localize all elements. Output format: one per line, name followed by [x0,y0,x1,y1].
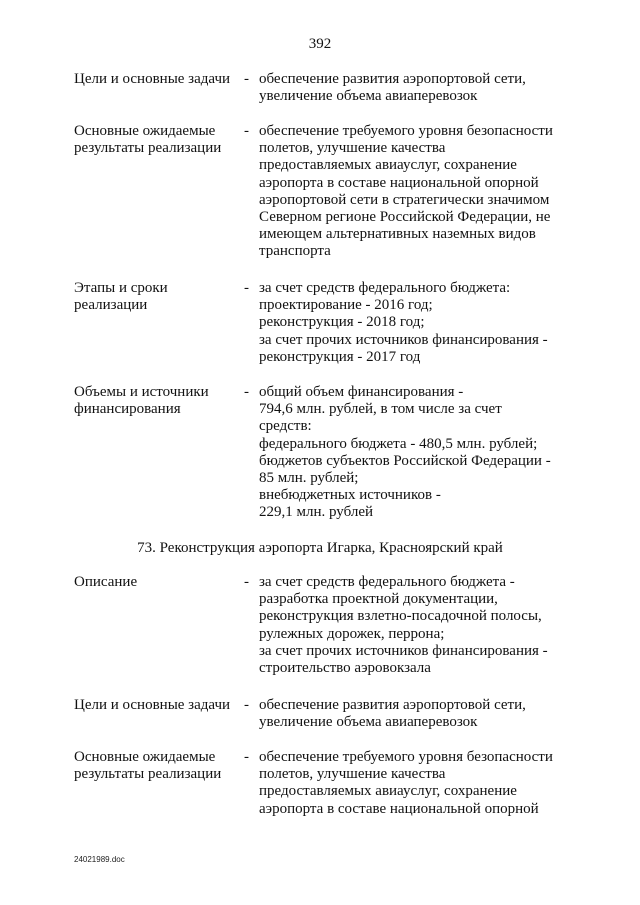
page-number: 392 [308,36,332,52]
row-dash: - [244,697,249,713]
row-label: Основные ожидаемые результаты реализации [74,749,222,783]
row-label: Цели и основные задачи [74,697,231,713]
row-value: обеспечение требуемого уровня безопасности полетов, улучшение качества предоставляемых авиауслуг, сохранение аэропорта в составе национальной опорной аэропортовой сети в стратегически значимом Северном регионе Российской Федерации, не имеющем альтернативных наземных видов транспорта [259,123,553,260]
row-value: обеспечение развития аэропортовой сети, увеличение объема авиаперевозок [259,697,526,731]
row-dash: - [244,384,249,400]
row-value: за счет средств федерального бюджета: проектирование - 2016 год; реконструкция - 2018 год; за счет прочих источников финансирования - реконструкция - 2017 год [259,280,548,365]
row-dash: - [244,574,249,590]
row-value: обеспечение развития аэропортовой сети, увеличение объема авиаперевозок [259,71,526,105]
row-label: Этапы и сроки реализации [74,280,168,314]
row-label: Основные ожидаемые результаты реализации [74,123,222,157]
document-filename: 24021989.doc [74,855,125,864]
row-value: за счет средств федерального бюджета - разработка проектной документации, реконструкция взлетно-посадочной полосы, рулежных дорожек, перрона; за счет прочих источников финансирования - строительство аэровокзала [259,574,548,677]
row-label: Цели и основные задачи [74,71,231,87]
row-value: общий объем финансирования - 794,6 млн. рублей, в том числе за счет средств: федерального бюджета - 480,5 млн. рублей; бюджетов субъектов Российской Федерации - 85 млн. рублей; внебюджетных источников - 229,1 млн. рублей [259,384,551,521]
row-dash: - [244,280,249,296]
row-dash: - [244,123,249,139]
row-label: Описание [74,574,138,590]
row-dash: - [244,71,249,87]
row-value: обеспечение требуемого уровня безопасности полетов, улучшение качества предоставляемых авиауслуг, сохранение аэропорта в составе национальной опорной [259,749,553,817]
row-dash: - [244,749,249,765]
section-heading: 73. Реконструкция аэропорта Игарка, Красноярский край [137,540,503,556]
row-label: Объемы и источники финансирования [74,384,209,418]
